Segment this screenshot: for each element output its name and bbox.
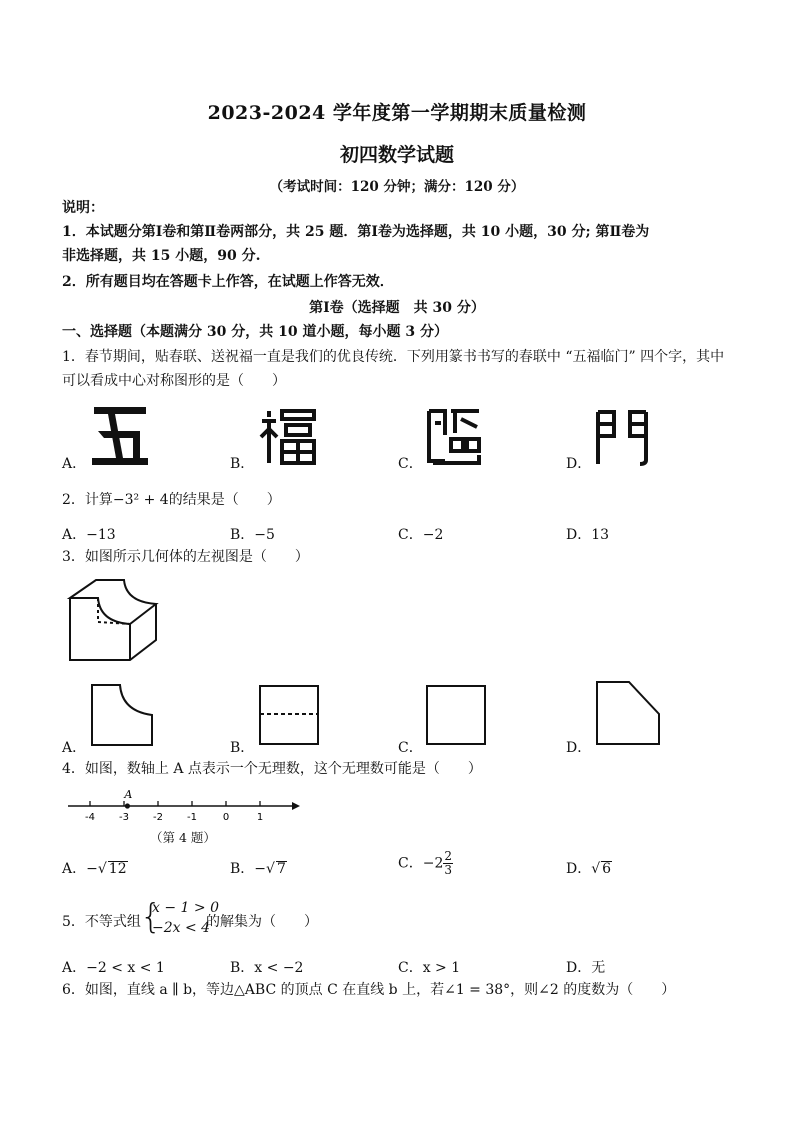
q4-option-c-num: 2: [444, 849, 452, 863]
q3-view-a[interactable]: [90, 683, 154, 751]
q2-pre: 2．计算: [62, 492, 113, 508]
q4-option-b[interactable]: B．−√ 7: [230, 861, 286, 877]
q3-view-d[interactable]: [595, 680, 661, 750]
q4-number-line: [66, 782, 306, 828]
q2-option-a[interactable]: A．−13: [62, 527, 116, 543]
number-line-tick-label: -1: [187, 812, 197, 823]
exam-info: （考试时间：120 分钟；满分：120 分）: [269, 179, 525, 195]
q4-option-a[interactable]: A．−√ 12: [62, 861, 127, 877]
q4-option-c-fraction: [443, 850, 453, 877]
instructions-line-2: 2．所有题目均在答题卡上作答，在试题上作答无效．: [62, 274, 394, 290]
q2-stem: [62, 488, 281, 512]
number-line-tick-label: 0: [222, 812, 230, 823]
q2-post: 的结果是（ ）: [168, 492, 281, 508]
q4-option-a-label: A．: [62, 861, 87, 877]
number-line-tick-label: -3: [119, 812, 129, 823]
q4-caption: （第 4 题）: [150, 830, 216, 845]
q2-option-b[interactable]: B．−5: [230, 527, 275, 543]
q4-option-c[interactable]: [398, 850, 453, 877]
q3-solid-figure: [66, 578, 162, 668]
q4-option-c-den: 3: [444, 863, 452, 877]
q5-brace: {: [140, 897, 162, 937]
q1-line-1: 1．春节期间，贴春联、送祝福一直是我们的优良传统．下列用篆书书写的春联中 “五福临门” 四个字，其中: [62, 349, 725, 365]
q5-option-d[interactable]: D．无: [566, 960, 606, 976]
q5-option-c[interactable]: C．x > 1: [398, 960, 461, 976]
q2-option-c[interactable]: C．−2: [398, 527, 444, 543]
q4-option-a-radicand: 12: [108, 861, 127, 877]
section-part: 一、选择题（本题满分 30 分，共 10 道小题，每小题 3 分）: [62, 324, 448, 340]
point-a-label: A: [124, 788, 133, 801]
q3-view-b[interactable]: [258, 684, 320, 750]
q1-line-2: 可以看成中心对称图形的是（ ）: [62, 373, 286, 389]
q4-option-d-label: D．: [566, 861, 592, 877]
q1-glyph-fu: [258, 407, 318, 467]
number-line-tick-label: -2: [153, 812, 163, 823]
q5-option-b[interactable]: B．x < −2: [230, 960, 304, 976]
q1-option-c[interactable]: C．: [398, 456, 423, 472]
number-line-arrow: [292, 802, 300, 810]
q1-glyph-men: [592, 408, 652, 466]
q5-post: 的解集为（ ）: [206, 914, 318, 930]
q4-option-c-label: C．: [398, 855, 423, 872]
q1-option-a[interactable]: A．: [62, 456, 87, 472]
exam-title: 2023-2024 学年度第一学期期末质量检测: [207, 102, 587, 124]
q5-ineq-1: x − 1 > 0: [152, 900, 219, 916]
q3-option-a[interactable]: A．: [62, 740, 87, 756]
q4-option-d-radicand: 6: [602, 861, 612, 877]
q3-option-d[interactable]: D．: [566, 740, 592, 756]
instructions-line-1: 1．本试题分第Ⅰ卷和第Ⅱ卷两部分，共 25 题．第Ⅰ卷为选择题，共 10 小题，30 分; 第Ⅱ卷为: [62, 224, 650, 240]
instructions-label: 说明：: [62, 200, 104, 216]
q3-view-c[interactable]: [425, 684, 487, 750]
q4-option-c-int: −2: [422, 855, 444, 872]
q2-option-d[interactable]: D．13: [566, 527, 610, 543]
point-a-marker: [125, 803, 130, 808]
number-line-tick-label: -4: [85, 812, 95, 823]
q1-glyph-wu: [90, 405, 150, 467]
q1-glyph-lin: [425, 405, 483, 467]
q3-stem: 3．如图所示几何体的左视图是（ ）: [62, 549, 309, 565]
q5-pre: 5．不等式组: [62, 914, 141, 930]
instructions-line-1b: 非选择题，共 15 小题，90 分.: [62, 248, 261, 264]
q1-option-b[interactable]: B．: [230, 456, 255, 472]
q4-option-b-radicand: 7: [276, 861, 286, 877]
q4-option-d[interactable]: D．√ 6: [566, 861, 612, 877]
q3-option-b[interactable]: B．: [230, 740, 255, 756]
q3-option-c[interactable]: C．: [398, 740, 423, 756]
number-line-tick-label: 1: [256, 812, 264, 823]
q6-stem: 6．如图，直线 a ∥ b，等边△ABC 的顶点 C 在直线 b 上，若∠1 = 38°，则∠2 的度数为（ ）: [62, 982, 676, 998]
q1-option-d[interactable]: D．: [566, 456, 592, 472]
q5-ineq-2: −2x < 4: [152, 920, 211, 936]
q5-option-a[interactable]: A．−2 < x < 1: [62, 960, 165, 976]
q2-expr: −3² + 4: [112, 492, 169, 508]
exam-subject: 初四数学试题: [339, 144, 454, 166]
q4-option-b-label: B．: [230, 861, 255, 877]
section-title: 第Ⅰ卷（选择题 共 30 分）: [309, 300, 485, 316]
q4-stem: 4．如图，数轴上 A 点表示一个无理数，这个无理数可能是（ ）: [62, 761, 482, 777]
